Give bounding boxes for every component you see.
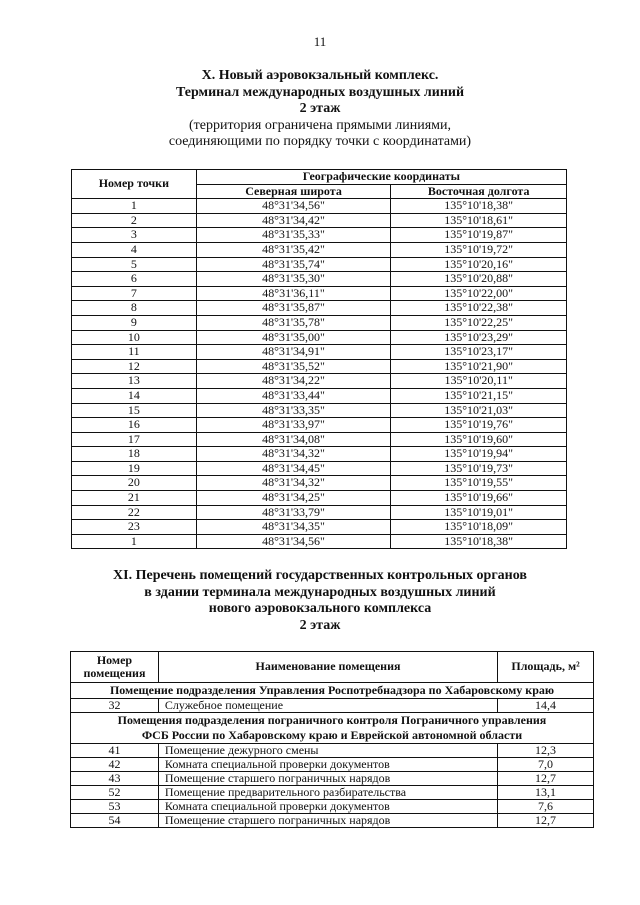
point-number: 3 <box>72 228 197 243</box>
table-row <box>72 199 567 214</box>
room-area: 7,6 <box>498 800 594 814</box>
section-x-subtitle-line2: соединяющими по порядку точки с координатами) <box>168 134 472 149</box>
longitude-value: 135°10'18,38" <box>391 199 567 214</box>
section-xi-title-line4: 2 этаж <box>299 617 341 633</box>
header-room-number <box>71 652 159 683</box>
table-row <box>72 359 567 374</box>
table-row <box>72 345 567 360</box>
latitude-value: 48°31'35,33" <box>196 228 391 243</box>
table-row <box>72 447 567 462</box>
table-row <box>72 432 567 447</box>
coordinates-table <box>71 169 567 549</box>
section-xi-title-line2: в здании терминала международных воздушных линий <box>144 584 496 600</box>
table-row <box>72 315 567 330</box>
room-area: 14,4 <box>498 699 594 713</box>
longitude-value: 135°10'23,29" <box>391 330 567 345</box>
header-room-area: Площадь, м² <box>498 652 594 683</box>
latitude-value: 48°31'34,56" <box>196 534 391 549</box>
group-title-line1: Помещения подразделения пограничного контроля Пограничного управления <box>117 713 547 727</box>
header-room-number-line2: помещения <box>83 666 146 680</box>
longitude-value: 135°10'18,09" <box>391 520 567 535</box>
table-row <box>71 786 594 800</box>
table-row <box>72 476 567 491</box>
longitude-value: 135°10'18,38" <box>391 534 567 549</box>
table-row <box>71 814 594 828</box>
room-name: Помещение старшего пограничных нарядов <box>158 772 497 786</box>
section-x-title-line1: X. Новый аэровокзальный комплекс. <box>201 68 439 83</box>
room-area: 12,3 <box>498 744 594 758</box>
group-row <box>71 713 594 744</box>
point-number: 10 <box>72 330 197 345</box>
latitude-value: 48°31'34,42" <box>196 213 391 228</box>
table-row <box>72 520 567 535</box>
table-row <box>72 228 567 243</box>
longitude-value: 135°10'22,00" <box>391 286 567 301</box>
table-row <box>72 330 567 345</box>
longitude-value: 135°10'19,87" <box>391 228 567 243</box>
table-row <box>72 257 567 272</box>
point-number: 15 <box>72 403 197 418</box>
room-area: 12,7 <box>498 772 594 786</box>
point-number: 18 <box>72 447 197 462</box>
header-room-number-line1: Номер <box>96 653 133 667</box>
point-number: 12 <box>72 359 197 374</box>
group-title-line2: ФСБ России по Хабаровскому краю и Еврейской автономной области <box>141 728 523 742</box>
latitude-value: 48°31'34,45" <box>196 461 391 476</box>
point-number: 22 <box>72 505 197 520</box>
latitude-value: 48°31'34,35" <box>196 520 391 535</box>
header-point-number: Номер точки <box>72 170 197 199</box>
latitude-value: 48°31'34,32" <box>196 447 391 462</box>
table-row <box>72 403 567 418</box>
longitude-value: 135°10'20,11" <box>391 374 567 389</box>
section-xi-title-line1: XI. Перечень помещений государственных контрольных органов <box>113 568 527 583</box>
group-row <box>71 683 594 699</box>
header-longitude: Восточная долгота <box>391 184 567 199</box>
room-name: Служебное помещение <box>158 699 497 713</box>
latitude-value: 48°31'35,52" <box>196 359 391 374</box>
table-row <box>72 213 567 228</box>
longitude-value: 135°10'19,60" <box>391 432 567 447</box>
latitude-value: 48°31'34,22" <box>196 374 391 389</box>
section-x-title-line2: Терминал международных воздушных линий <box>175 84 465 100</box>
table-row <box>72 461 567 476</box>
longitude-value: 135°10'19,66" <box>391 491 567 506</box>
latitude-value: 48°31'34,32" <box>196 476 391 491</box>
point-number: 19 <box>72 461 197 476</box>
point-number: 6 <box>72 272 197 287</box>
section-x-subtitle-line1: (территория ограничена прямыми линиями, <box>188 117 452 133</box>
room-name: Помещение предварительного разбирательства <box>158 786 497 800</box>
room-number: 53 <box>71 800 159 814</box>
latitude-value: 48°31'33,35" <box>196 403 391 418</box>
latitude-value: 48°31'34,08" <box>196 432 391 447</box>
table-row <box>72 505 567 520</box>
longitude-value: 135°10'20,16" <box>391 257 567 272</box>
coordinates-table-body <box>72 199 567 549</box>
latitude-value: 48°31'36,11" <box>196 286 391 301</box>
longitude-value: 135°10'21,03" <box>391 403 567 418</box>
longitude-value: 135°10'19,76" <box>391 418 567 433</box>
latitude-value: 48°31'35,30" <box>196 272 391 287</box>
longitude-value: 135°10'22,38" <box>391 301 567 316</box>
table-row <box>71 800 594 814</box>
table-row <box>72 301 567 316</box>
group-title-border-control <box>71 713 594 744</box>
point-number: 14 <box>72 388 197 403</box>
point-number: 8 <box>72 301 197 316</box>
room-number: 41 <box>71 744 159 758</box>
table-row <box>71 699 594 713</box>
room-name: Комната специальной проверки документов <box>158 800 497 814</box>
page-number: 11 <box>313 34 327 49</box>
section-xi-title-line3: нового аэровокзального комплекса <box>208 601 432 616</box>
latitude-value: 48°31'33,97" <box>196 418 391 433</box>
room-area: 7,0 <box>498 758 594 772</box>
longitude-value: 135°10'19,55" <box>391 476 567 491</box>
table-row <box>71 744 594 758</box>
rooms-table <box>70 651 594 828</box>
table-row <box>71 758 594 772</box>
point-number: 1 <box>72 199 197 214</box>
longitude-value: 135°10'21,15" <box>391 388 567 403</box>
room-number: 43 <box>71 772 159 786</box>
latitude-value: 48°31'35,74" <box>196 257 391 272</box>
longitude-value: 135°10'19,94" <box>391 447 567 462</box>
latitude-value: 48°31'34,91" <box>196 345 391 360</box>
room-name: Комната специальной проверки документов <box>158 758 497 772</box>
point-number: 23 <box>72 520 197 535</box>
section-xi-heading <box>0 568 640 634</box>
table-row <box>72 272 567 287</box>
longitude-value: 135°10'18,61" <box>391 213 567 228</box>
table-row <box>72 418 567 433</box>
longitude-value: 135°10'19,72" <box>391 242 567 257</box>
longitude-value: 135°10'20,88" <box>391 272 567 287</box>
point-number: 5 <box>72 257 197 272</box>
room-area: 12,7 <box>498 814 594 828</box>
point-number: 1 <box>72 534 197 549</box>
longitude-value: 135°10'22,25" <box>391 315 567 330</box>
latitude-value: 48°31'34,25" <box>196 491 391 506</box>
group-title-rospotrebnadzor: Помещение подразделения Управления Роспотребнадзора по Хабаровскому краю <box>71 683 594 699</box>
point-number: 21 <box>72 491 197 506</box>
point-number: 4 <box>72 242 197 257</box>
latitude-value: 48°31'35,87" <box>196 301 391 316</box>
longitude-value: 135°10'19,01" <box>391 505 567 520</box>
table-row <box>72 388 567 403</box>
point-number: 9 <box>72 315 197 330</box>
table-row <box>71 772 594 786</box>
table-row <box>72 374 567 389</box>
room-number: 42 <box>71 758 159 772</box>
longitude-value: 135°10'19,73" <box>391 461 567 476</box>
latitude-value: 48°31'35,42" <box>196 242 391 257</box>
longitude-value: 135°10'21,90" <box>391 359 567 374</box>
longitude-value: 135°10'23,17" <box>391 345 567 360</box>
room-area: 13,1 <box>498 786 594 800</box>
latitude-value: 48°31'35,00" <box>196 330 391 345</box>
point-number: 2 <box>72 213 197 228</box>
point-number: 20 <box>72 476 197 491</box>
point-number: 11 <box>72 345 197 360</box>
table-row <box>72 286 567 301</box>
room-number: 52 <box>71 786 159 800</box>
latitude-value: 48°31'35,78" <box>196 315 391 330</box>
point-number: 7 <box>72 286 197 301</box>
point-number: 16 <box>72 418 197 433</box>
latitude-value: 48°31'34,56" <box>196 199 391 214</box>
room-number: 32 <box>71 699 159 713</box>
section-x-title-line3: 2 этаж <box>299 101 341 116</box>
room-number: 54 <box>71 814 159 828</box>
section-x-heading <box>0 68 640 151</box>
rooms-table-body <box>71 683 594 828</box>
room-name: Помещение дежурного смены <box>158 744 497 758</box>
point-number: 13 <box>72 374 197 389</box>
point-number: 17 <box>72 432 197 447</box>
header-room-name: Наименование помещения <box>158 652 497 683</box>
latitude-value: 48°31'33,44" <box>196 388 391 403</box>
room-name: Помещение старшего пограничных нарядов <box>158 814 497 828</box>
table-row <box>72 491 567 506</box>
header-geo-coordinates: Географические координаты <box>196 170 566 185</box>
latitude-value: 48°31'33,79" <box>196 505 391 520</box>
header-latitude: Северная широта <box>196 184 391 199</box>
table-row <box>72 242 567 257</box>
table-row <box>72 534 567 549</box>
